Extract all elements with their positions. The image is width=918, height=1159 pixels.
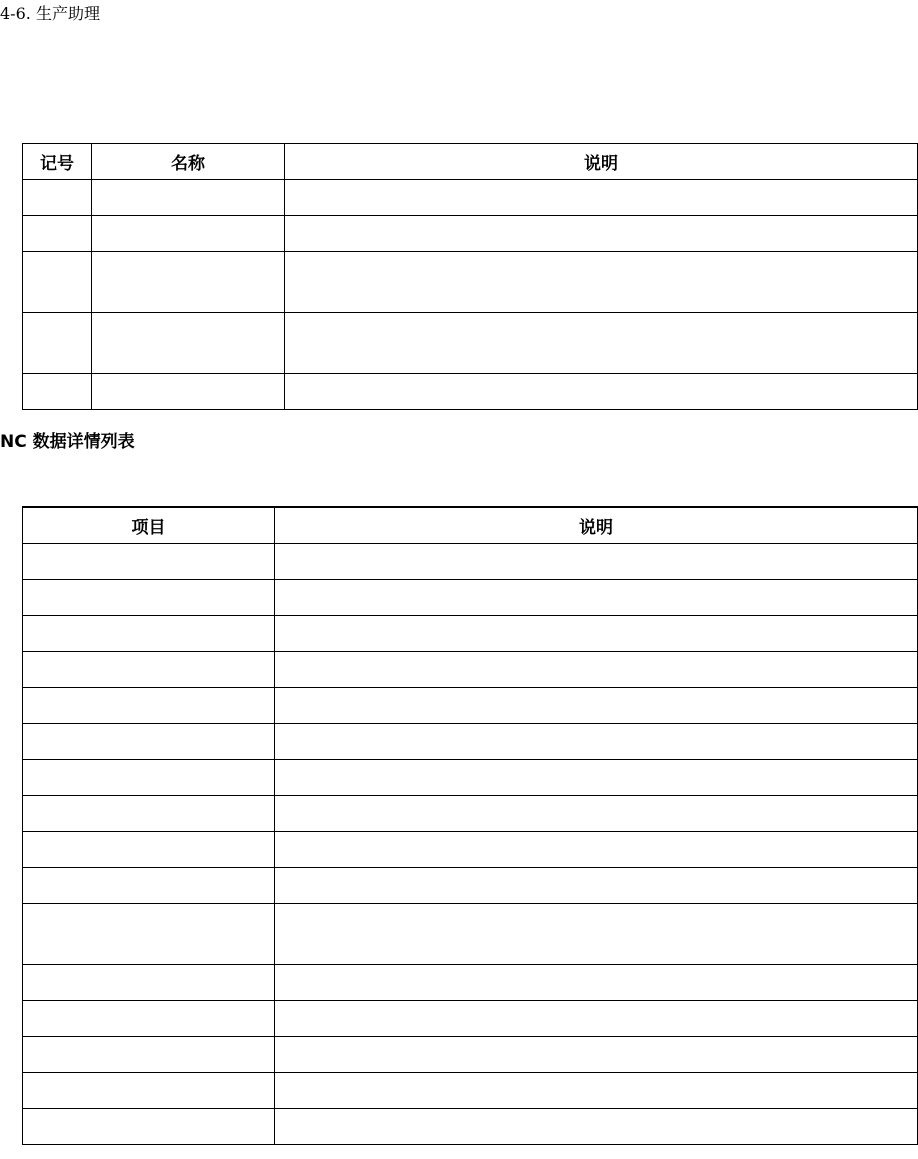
table-cell	[23, 216, 92, 252]
table-cell	[285, 374, 918, 410]
table-cell	[23, 1072, 275, 1108]
table-cell	[92, 180, 285, 216]
table-cell	[275, 543, 918, 579]
table-cell	[275, 1036, 918, 1072]
table-cell	[23, 313, 92, 374]
table-cell	[275, 579, 918, 615]
table-row	[23, 759, 918, 795]
table-cell	[275, 615, 918, 651]
table-row	[23, 964, 918, 1000]
table-cell	[23, 579, 275, 615]
table-cell	[92, 374, 285, 410]
section-heading-production-assistant: 4-6. 生产助理	[0, 4, 100, 23]
table-cell	[23, 615, 275, 651]
table-row	[23, 1036, 918, 1072]
table-cell	[275, 723, 918, 759]
table-row	[23, 543, 918, 579]
column-header-symbol: 记号	[23, 144, 92, 180]
table-row	[23, 831, 918, 867]
table-cell	[23, 867, 275, 903]
table-cell	[275, 1000, 918, 1036]
column-header-item: 项目	[23, 507, 275, 543]
table-row	[23, 903, 918, 964]
table-cell	[23, 759, 275, 795]
table-cell	[275, 903, 918, 964]
table-header-row	[23, 144, 918, 180]
table-row	[23, 651, 918, 687]
table-row	[23, 374, 918, 410]
table-cell	[23, 543, 275, 579]
table-row	[23, 313, 918, 374]
table-cell	[23, 831, 275, 867]
table-row	[23, 723, 918, 759]
table-cell	[23, 180, 92, 216]
table-cell	[23, 1108, 275, 1144]
table-cell	[275, 964, 918, 1000]
table-cell	[275, 1108, 918, 1144]
table-cell	[275, 687, 918, 723]
table-cell	[92, 252, 285, 313]
table-cell	[285, 216, 918, 252]
column-header-name: 名称	[92, 144, 285, 180]
table-row	[23, 867, 918, 903]
table-cell	[23, 252, 92, 313]
column-header-description: 说明	[285, 144, 918, 180]
table-header-row	[23, 507, 918, 543]
table-cell	[23, 651, 275, 687]
table-cell	[23, 687, 275, 723]
table-cell	[23, 964, 275, 1000]
symbol-table	[22, 143, 918, 410]
section-heading-nc-data-details: NC 数据详情列表	[0, 432, 135, 452]
table-cell	[275, 867, 918, 903]
table-row	[23, 795, 918, 831]
table-row	[23, 216, 918, 252]
table-row	[23, 579, 918, 615]
table-row	[23, 180, 918, 216]
table-row	[23, 1072, 918, 1108]
table-cell	[275, 1072, 918, 1108]
table-row	[23, 615, 918, 651]
table-cell	[23, 374, 92, 410]
table-cell	[92, 313, 285, 374]
table-row	[23, 687, 918, 723]
table-cell	[275, 651, 918, 687]
table-cell	[23, 1036, 275, 1072]
table-cell	[275, 759, 918, 795]
table-cell	[285, 313, 918, 374]
table-cell	[275, 795, 918, 831]
table-cell	[23, 795, 275, 831]
table-cell	[23, 1000, 275, 1036]
nc-data-details-table	[22, 506, 918, 1145]
table-cell	[92, 216, 285, 252]
table-cell	[285, 180, 918, 216]
table-row	[23, 252, 918, 313]
table-row	[23, 1000, 918, 1036]
table-cell	[285, 252, 918, 313]
table-row	[23, 1108, 918, 1144]
table-cell	[23, 903, 275, 964]
table-cell	[275, 831, 918, 867]
table-cell	[23, 723, 275, 759]
column-header-description: 说明	[275, 507, 918, 543]
